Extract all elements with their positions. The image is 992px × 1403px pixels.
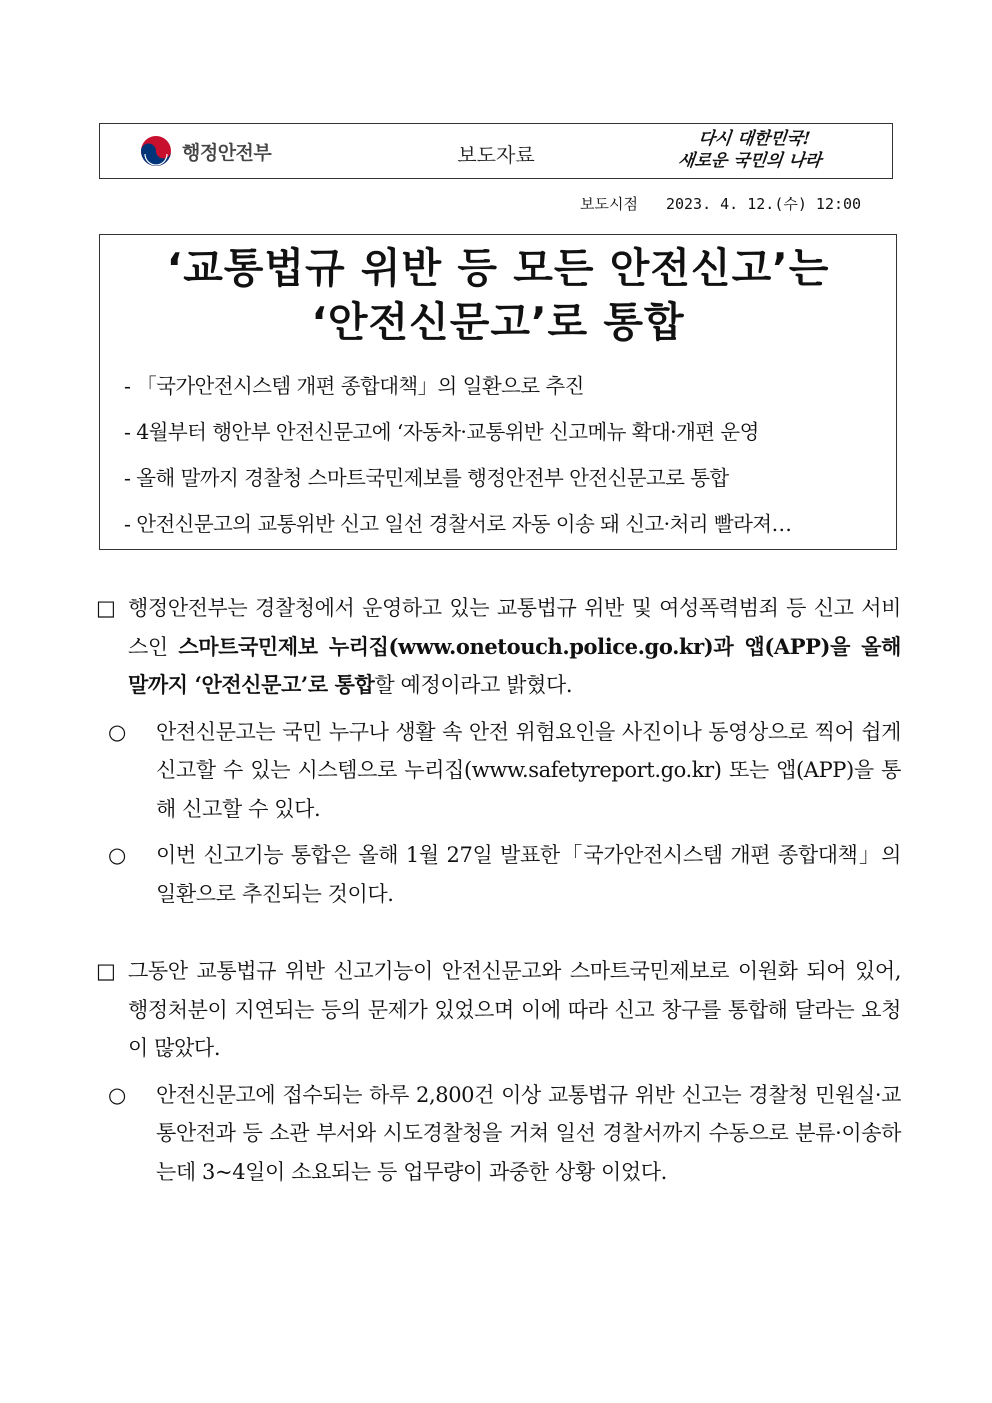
release-time-label: 보도시점 xyxy=(580,195,638,213)
ministry-name: 행정안전부 xyxy=(182,141,272,164)
paragraph-text: 이번 신고기능 통합은 올해 1월 27일 발표한「국가안전시스템 개편 종합대책」의 일환으로 추진되는 것이다. xyxy=(156,843,901,906)
paragraph-text: 할 예정이라고 밝혔다. xyxy=(374,673,573,697)
circle-bullet: ○ xyxy=(108,1082,126,1107)
paragraph-text: 그동안 교통법규 위반 신고기능이 안전신문고와 스마트국민제보로 이원화 되어 있어, 행정처분이 지연되는 등의 문제가 있었으며 이에 따라 신고 창구를 통합해 달라는 요청이 많았다. xyxy=(128,959,901,1060)
subtitle-item: - 4월부터 행안부 안전신문고에 ‘자동차·교통위반 신고메뉴 확대·개편 운영 xyxy=(124,420,759,444)
square-bullet: □ xyxy=(96,596,116,620)
headline xyxy=(100,241,896,349)
circle-bullet: ○ xyxy=(108,843,126,867)
paragraph-main-2 xyxy=(96,952,901,1068)
title-box xyxy=(99,234,897,550)
subtitle-item: - 안전신문고의 교통위반 신고 일선 경찰서로 자동 이송 돼 신고·처리 빨라져… xyxy=(124,512,792,536)
subtitle-item: - 올해 말까지 경찰청 스마트국민제보를 행정안전부 안전신문고로 통합 xyxy=(124,466,729,490)
subtitle-item: - 「국가안전시스템 개편 종합대책」의 일환으로 추진 xyxy=(124,374,584,398)
slogan-line-2: 새로운 국민의 나라 xyxy=(677,151,823,171)
header-box xyxy=(99,123,893,179)
square-bullet: □ xyxy=(96,959,116,983)
circle-bullet: ○ xyxy=(108,719,126,744)
headline-line-1: ‘교통법규 위반 등 모든 안전신고’는 xyxy=(166,244,830,292)
paragraph-text: 행정안전부는 경찰청에서 운영하고 있는 교통법규 위반 및 여성폭력범죄 등 신고 서비스인 xyxy=(128,596,901,659)
subtitle-list xyxy=(124,363,894,547)
paragraph-sub-1b xyxy=(108,836,901,913)
body-section-1 xyxy=(96,589,901,913)
release-time xyxy=(580,193,880,214)
paragraph-bold-text: 스마트국민제보 누리집(www.onetouch.police.go.kr)과 앱(APP)을 올해 말까지 ‘안전신문고’로 통합 xyxy=(128,633,901,697)
paragraph-sub-2a xyxy=(108,1076,901,1192)
release-time-value: 2023. 4. 12.(수) 12:00 xyxy=(665,195,862,213)
headline-line-2: ‘안전신문고’로 통합 xyxy=(311,298,685,346)
paragraph-text: 안전신문고에 접수되는 하루 2,800건 이상 교통법규 위반 신고는 경찰청 민원실·교통안전과 등 소관 부서와 시도경찰청을 거쳐 일선 경찰서까지 수동으로 분류·이송하는데 3~4일이 소요되는 등 업무량이 과중한 상황 이었다. xyxy=(156,1082,901,1184)
paragraph-text: 안전신문고는 국민 누구나 생활 속 안전 위험요인을 사진이나 동영상으로 찍어 쉽게 신고할 수 있는 시스템으로 누리집(www.safetyreport.go.kr) 또는 앱(APP)을 통해 신고할 수 있다. xyxy=(156,719,901,821)
body-section-2 xyxy=(96,952,901,1191)
doc-type-label: 보도자료 xyxy=(457,143,535,167)
paragraph-sub-1a xyxy=(108,713,901,829)
slogan-line-1: 다시 대한민국! xyxy=(697,129,812,149)
paragraph-main-1 xyxy=(96,589,901,705)
slogan-handwritten xyxy=(676,128,846,176)
